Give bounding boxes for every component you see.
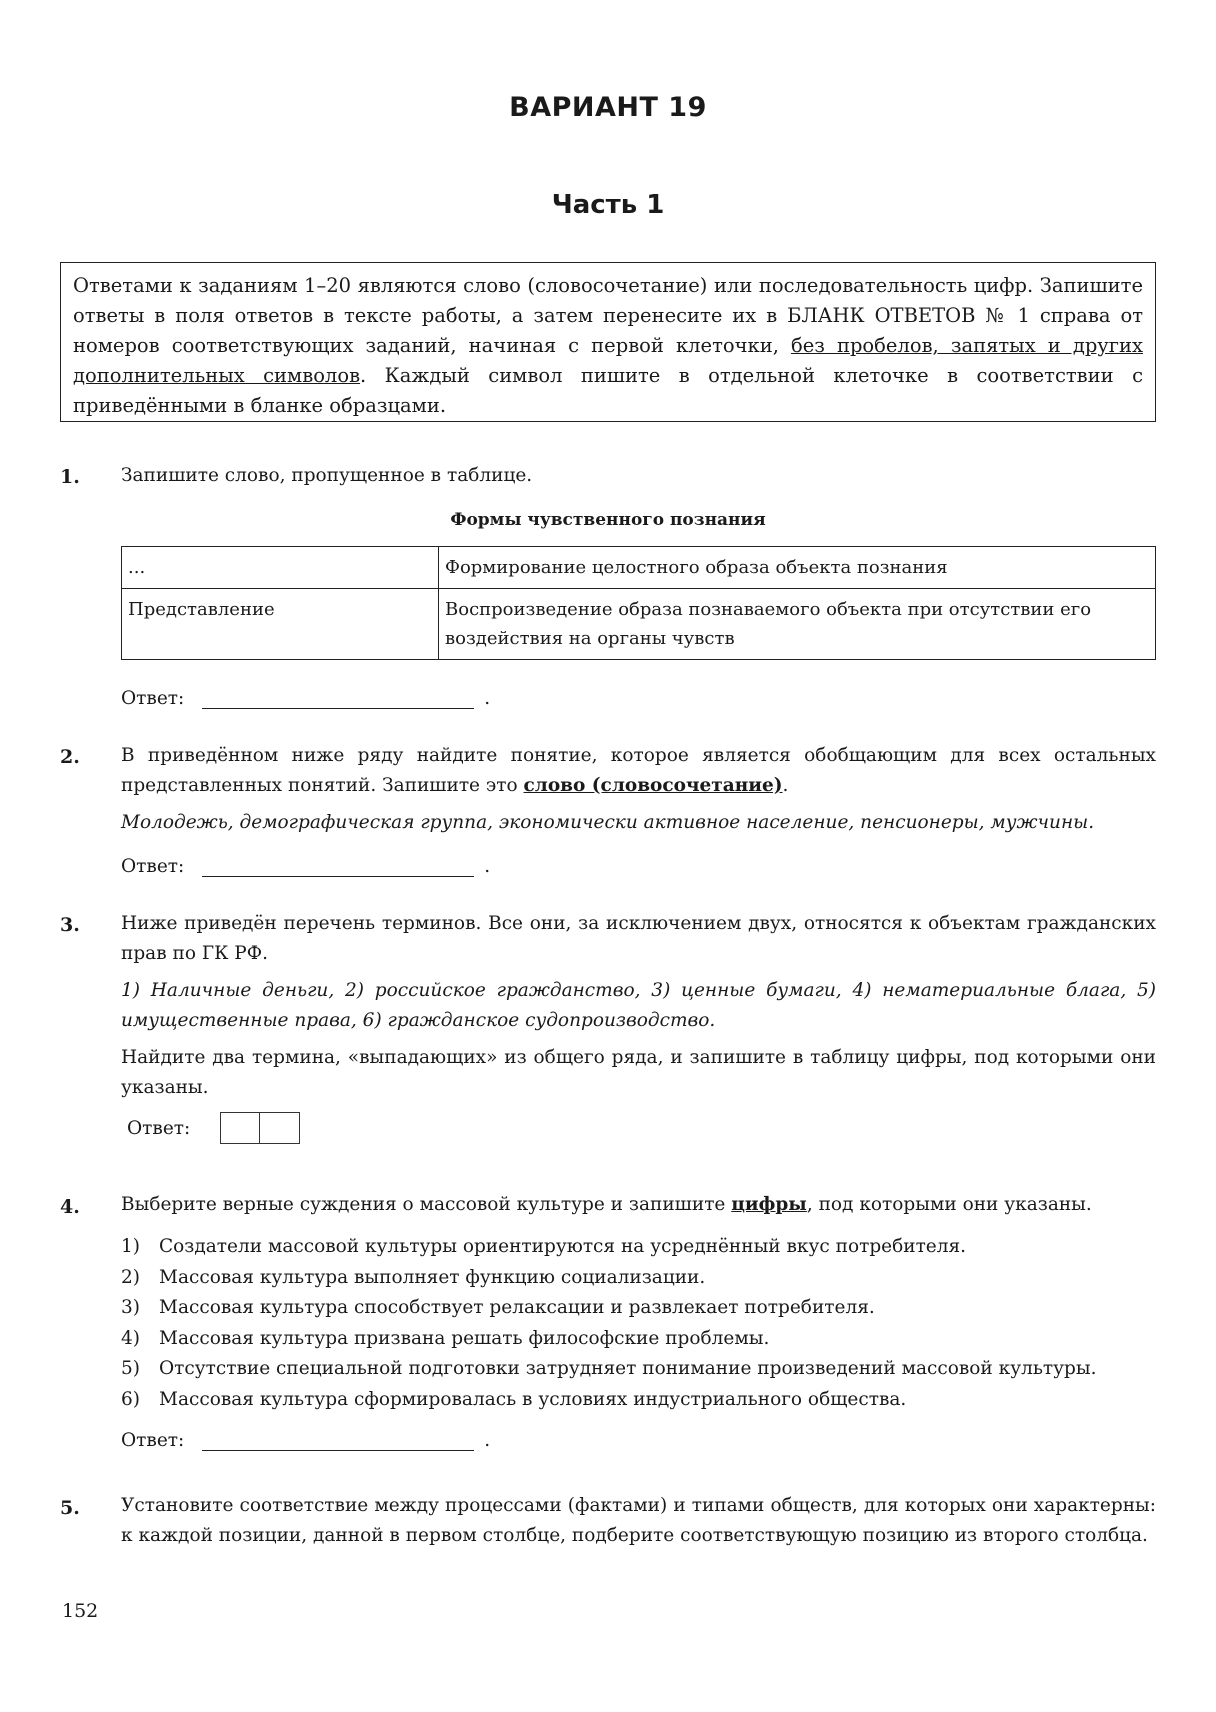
question-4-options: [121, 1232, 1161, 1415]
instructions-text: Ответами к заданиям 1–20 являются слово (словосочетание) или последовательность цифр. Запишите ответы в поля ответов в тексте работы, а затем перенесите их в БЛАНК ОТВЕТОВ № 1 справа от номеров соответствующих заданий, начиная с первой клеточки,: [73, 274, 1143, 357]
list-item: [121, 1354, 1161, 1385]
question-2-text-end: .: [782, 775, 789, 796]
table-cell: Формирование целостного образа объекта познания: [439, 547, 1156, 589]
option-number: 6): [121, 1388, 140, 1410]
list-item: [121, 1385, 1161, 1416]
question-2-series: Молодежь, демографическая группа, экономически активное население, пенсионеры, мужчины.: [121, 812, 1095, 833]
table-caption: Формы чувственного познания: [450, 510, 766, 530]
option-text: Создатели массовой культуры ориентируются на усреднённый вкус потребителя.: [159, 1236, 967, 1257]
question-1-number: 1.: [60, 466, 80, 488]
question-3-task: Найдите два термина, «выпадающих» из общего ряда, и запишите в таблицу цифры, под которыми они указаны.: [121, 1047, 1156, 1098]
option-text: Массовая культура призвана решать философские проблемы.: [159, 1327, 770, 1349]
answer-line[interactable]: [202, 1430, 474, 1451]
list-item: [121, 1324, 1161, 1355]
question-3-number: 3.: [60, 914, 80, 936]
question-4-text: [121, 1190, 1156, 1220]
instructions-box: [60, 262, 1156, 422]
option-text: Массовая культура выполняет функцию социализации.: [159, 1266, 706, 1288]
table-row: [122, 547, 1156, 589]
table-cell: ...: [122, 547, 439, 589]
instructions-text-end: . Каждый символ пишите в отдельной клеточке в соответствии с приведёнными в бланке образцами.: [73, 364, 1143, 417]
option-number: 2): [121, 1266, 140, 1288]
forms-table: [121, 546, 1156, 660]
answer-label: Ответ:: [127, 1117, 191, 1139]
page-number: 152: [62, 1600, 99, 1622]
answer-dot: .: [484, 1430, 491, 1451]
answer-2: [121, 856, 490, 877]
answer-1: [121, 688, 490, 709]
question-2-text-start: В приведённом ниже ряду найдите понятие, которое является обобщающим для всех остальных представленных понятий. Запишите это: [121, 745, 1156, 796]
option-text: Отсутствие специальной подготовки затрудняет понимание произведений массовой культуры.: [159, 1358, 1097, 1379]
answer-4: [121, 1430, 490, 1451]
answer-3: [127, 1112, 300, 1144]
list-item: [121, 1263, 1161, 1294]
question-5-number: 5.: [60, 1497, 80, 1519]
option-number: 4): [121, 1327, 140, 1349]
answer-label: Ответ:: [121, 688, 185, 709]
option-number: 3): [121, 1297, 140, 1318]
question-2-text: [121, 741, 1156, 801]
question-4-text-start: Выберите верные суждения о массовой культуре и запишите: [121, 1194, 732, 1215]
question-4-number: 4.: [60, 1196, 80, 1218]
option-number: 5): [121, 1358, 140, 1379]
part-title: Часть 1: [551, 190, 665, 220]
answer-label: Ответ:: [121, 1430, 185, 1451]
question-2-number: 2.: [60, 746, 80, 768]
question-5-text: Установите соответствие между процессами (фактами) и типами обществ, для которых они характерны: к каждой позиции, данной в первом столбце, подберите соответствующую позицию из второго столбца.: [121, 1495, 1156, 1546]
table-cell: Воспроизведение образа познаваемого объекта при отсутствии его воздействия на органы чувств: [439, 589, 1156, 660]
question-4-text-end: , под которыми они указаны.: [806, 1194, 1092, 1215]
answer-line[interactable]: [202, 688, 474, 709]
option-number: 1): [121, 1236, 140, 1257]
list-item: [121, 1293, 1161, 1324]
table-cell: Представление: [122, 589, 439, 660]
list-item: [121, 1232, 1161, 1263]
variant-title: ВАРИАНТ 19: [509, 92, 707, 123]
answer-boxes[interactable]: [220, 1112, 300, 1144]
answer-box[interactable]: [260, 1112, 300, 1144]
question-2-emphasis: слово (словосочетание): [523, 775, 783, 796]
question-1-text: Запишите слово, пропущенное в таблице.: [121, 465, 533, 486]
answer-label: Ответ:: [121, 856, 185, 877]
answer-dot: .: [484, 856, 491, 877]
option-text: Массовая культура сформировалась в условиях индустриального общества.: [159, 1388, 907, 1410]
answer-box[interactable]: [220, 1112, 260, 1144]
option-text: Массовая культура способствует релаксации и развлекает потребителя.: [159, 1297, 875, 1318]
question-4-emphasis: цифры: [731, 1194, 807, 1215]
instructions-underlined: без пробелов, запятых и других дополнительных символов: [73, 334, 1143, 387]
answer-dot: .: [484, 688, 491, 709]
question-3-text: Ниже приведён перечень терминов. Все они, за исключением двух, относятся к объектам гражданских прав по ГК РФ.: [121, 913, 1156, 964]
table-row: [122, 589, 1156, 660]
question-3-terms: 1) Наличные деньги, 2) российское гражданство, 3) ценные бумаги, 4) нематериальные блага, 5) имущественные права, 6) гражданское судопроизводство.: [121, 980, 1156, 1031]
answer-line[interactable]: [202, 856, 474, 877]
